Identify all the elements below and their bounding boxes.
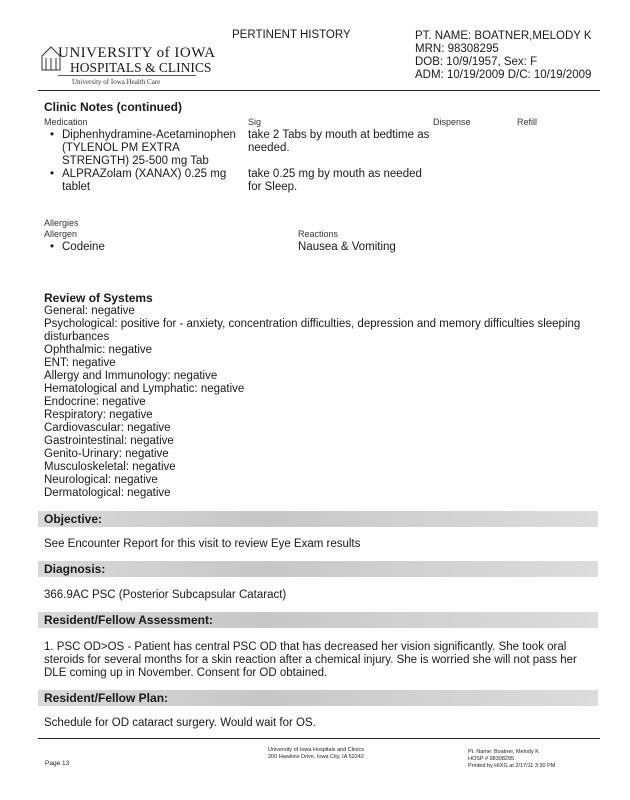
plan-heading: Resident/Fellow Plan:: [44, 691, 169, 705]
ros-line: Allergy and Immunology: negative: [44, 370, 218, 382]
header-rule: [38, 90, 600, 91]
diagnosis-text: 366.9AC PSC (Posterior Subcapsular Cataract): [44, 589, 287, 601]
bullet: •: [50, 129, 55, 141]
footer-printed: Printed by HIXG at 2/17/11 3:30 PM: [468, 763, 556, 769]
ros-line: Hematological and Lymphatic: negative: [44, 383, 245, 395]
patient-adm: ADM: 10/19/2009 D/C: 10/19/2009: [415, 69, 592, 81]
patient-name: PT. NAME: BOATNER,MELODY K: [415, 30, 592, 42]
plan-bar: [38, 690, 598, 706]
col-medication: Medication: [44, 117, 88, 127]
ros-line: Dermatological: negative: [44, 487, 171, 499]
ros-line: Musculoskeletal: negative: [44, 461, 176, 473]
plan-text: Schedule for OD cataract surgery. Would wait for OS.: [44, 717, 316, 729]
col-reactions: Reactions: [298, 229, 339, 239]
med-name-line: (TYLENOL PM EXTRA: [62, 142, 180, 154]
med-name-line: ALPRAZolam (XANAX) 0.25 mg: [62, 168, 227, 180]
logo-line1: UNIVERSITY of IOWA: [58, 45, 216, 61]
footer-address2: 200 Hawkins Drive, Iowa City, IA 52242: [268, 754, 364, 760]
footer-address1: University of Iowa Hospitals and Clinics: [268, 747, 364, 753]
allergen: Codeine: [62, 241, 105, 253]
assessment-bar: [38, 612, 598, 628]
patient-dob: DOB: 10/9/1957, Sex: F: [415, 56, 538, 68]
ros-line: Respiratory: negative: [44, 409, 153, 421]
med-sig-line: for Sleep.: [248, 181, 298, 193]
ros-line: Neurological: negative: [44, 474, 158, 486]
assessment-line: 1. PSC OD>OS - Patient has central PSC OD that has decreased her vision significantly. She took oral: [44, 641, 567, 653]
ros-line: ENT: negative: [44, 357, 116, 369]
footer-hosp: HOSP # 98308295: [468, 756, 515, 762]
med-sig-line: needed.: [248, 142, 290, 154]
col-refill: Refill: [517, 117, 538, 127]
col-dispense: Dispense: [433, 117, 471, 127]
ros-line: Genito-Urinary: negative: [44, 448, 169, 460]
col-allergen: Allergen: [44, 229, 78, 239]
ros-line: Gastrointestinal: negative: [44, 435, 174, 447]
med-name-line: Diphenhydramine-Acetaminophen: [62, 129, 236, 141]
assessment-line: DLE coming up in November. Consent for OD obtained.: [44, 667, 328, 679]
ros-line: General: negative: [44, 305, 135, 317]
ros-line: Endocrine: negative: [44, 396, 146, 408]
bullet: •: [50, 241, 55, 253]
ros-line: Psychological: positive for - anxiety, concentration difficulties, depression and memory difficulties sleeping: [44, 318, 581, 330]
diagnosis-bar: [38, 561, 598, 577]
objective-heading: Objective:: [44, 512, 103, 526]
bullet: •: [50, 168, 55, 180]
footer-page: Page 13: [45, 760, 70, 767]
clinic-notes-heading: Clinic Notes (continued): [44, 100, 182, 114]
med-sig-line: take 2 Tabs by mouth at bedtime as: [248, 129, 430, 141]
med-name-line: STRENGTH) 25-500 mg Tab: [62, 155, 209, 167]
header-title: PERTINENT HISTORY: [232, 29, 351, 41]
col-sig: Sig: [248, 117, 262, 127]
logo-subtitle: University of Iowa Health Care: [72, 78, 161, 86]
ros-heading: Review of Systems: [44, 291, 153, 305]
footer-rule: [38, 738, 600, 739]
ros-line: Ophthalmic: negative: [44, 344, 153, 356]
objective-text: See Encounter Report for this visit to review Eye Exam results: [44, 538, 361, 550]
reaction: Nausea & Vomiting: [298, 241, 396, 253]
patient-mrn: MRN: 98308295: [415, 43, 499, 55]
logo-rule: [58, 75, 196, 76]
ros-line: disturbances: [44, 331, 110, 343]
ros-line: Cardiovascular: negative: [44, 422, 171, 434]
footer-pt-name: Pt. Name: Boatner, Melody K: [468, 749, 539, 755]
assessment-heading: Resident/Fellow Assessment:: [44, 613, 213, 627]
assessment-line: steroids for several months for a skin reaction after a chemical injury. She is worried she will not pass her: [44, 654, 577, 666]
med-name-line: tablet: [62, 181, 91, 193]
objective-bar: [38, 511, 598, 527]
logo-line2: HOSPITALS & CLINICS: [70, 60, 212, 75]
diagnosis-heading: Diagnosis:: [44, 562, 106, 576]
allergies-heading: Allergies: [44, 218, 79, 228]
med-sig-line: take 0.25 mg by mouth as needed: [248, 168, 422, 180]
